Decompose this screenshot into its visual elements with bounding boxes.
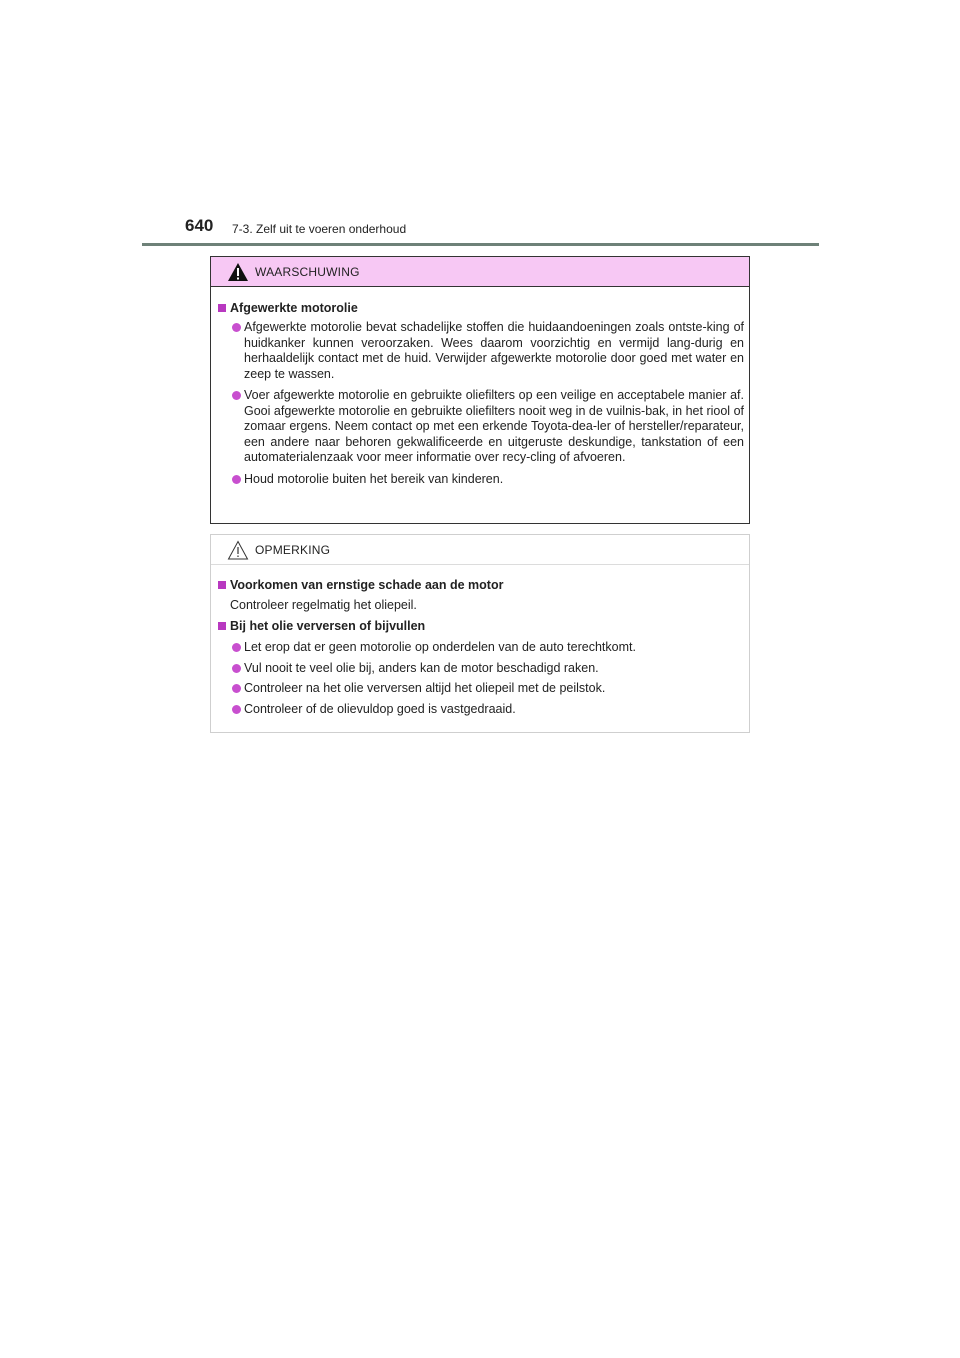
circle-bullet-icon [232, 643, 241, 652]
section-title: Afgewerkte motorolie [218, 300, 744, 317]
list-item: Houd motorolie buiten het bereik van kinderen. [218, 472, 744, 488]
circle-bullet-icon [232, 391, 241, 400]
square-bullet-icon [218, 581, 226, 589]
list-item: Let erop dat er geen motorolie op onderdelen van de auto terechtkomt. [218, 640, 744, 656]
list-item: Controleer of de olievuldop goed is vastgedraaid. [218, 702, 744, 718]
notice-box [210, 534, 750, 733]
square-bullet-icon [218, 622, 226, 630]
chapter-title: 7-3. Zelf uit te voeren onderhoud [232, 222, 407, 236]
notice-header [211, 535, 749, 565]
section-title: Voorkomen van ernstige schade aan de motor [218, 577, 744, 594]
list-item: Vul nooit te veel olie bij, anders kan de motor beschadigd raken. [218, 661, 744, 677]
circle-bullet-icon [232, 664, 241, 673]
circle-bullet-icon [232, 475, 241, 484]
notice-section-1 [218, 577, 744, 614]
list-item: Controleer na het olie verversen altijd het oliepeil met de peilstok. [218, 681, 744, 697]
list-item: Voer afgewerkte motorolie en gebruikte oliefilters op een veilige en acceptabele manier af. Gooi afgewerkte motorolie en gebruikte oliefilters nooit weg in de vuilnis-bak, in het riool of zomaar ergens. Neem contact op met een erkende Toyota-dea-ler of hersteller/reparateur, een andere naar behoren gekwalificeerde en uitgeruste deskundige, tankstation of een automaterialenzaak voor meer informatie over recy-cling of afvoeren. [218, 388, 744, 466]
notice-label: OPMERKING [255, 543, 331, 557]
square-bullet-icon [218, 304, 226, 312]
warning-label: WAARSCHUWING [255, 265, 360, 279]
section-text: Controleer regelmatig het oliepeil. [230, 598, 417, 612]
list-item: Afgewerkte motorolie bevat schadelijke stoffen die huidaandoeningen zoals ontste-king of huidkanker kunnen veroorzaken. Wees daarom voorzichtig en vermijd lang-durig en herhaaldelijk contact met de huid. Verwijder afgewerkte motorolie door goed met water en zeep te wassen. [218, 320, 744, 382]
circle-bullet-icon [232, 705, 241, 714]
header-rule [142, 243, 819, 246]
page-header [0, 0, 960, 250]
notice-section-2 [218, 618, 744, 717]
circle-bullet-icon [232, 323, 241, 332]
caution-triangle-outline-icon [227, 540, 249, 560]
warning-header [211, 257, 749, 287]
warning-triangle-icon [227, 262, 249, 282]
page-number: 640 [185, 216, 214, 235]
warning-section [218, 300, 744, 487]
circle-bullet-icon [232, 684, 241, 693]
warning-box [210, 256, 750, 524]
section-title: Bij het olie verversen of bijvullen [218, 618, 744, 635]
